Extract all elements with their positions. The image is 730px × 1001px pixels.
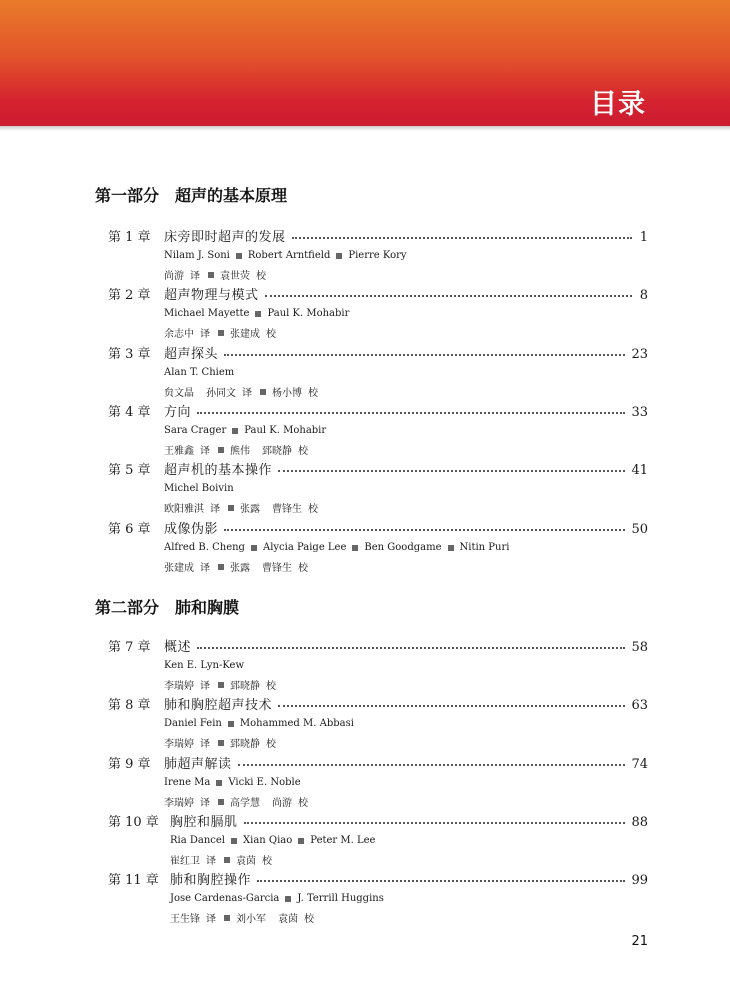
chapter-line: [108, 811, 648, 831]
translator-name: 尚游: [164, 271, 184, 282]
author-name: Robert Arntfield: [247, 250, 331, 261]
chapter-entry: [108, 343, 648, 401]
chapter-entry: [108, 226, 648, 284]
chapter-line: [108, 401, 648, 421]
authors-line: [164, 714, 648, 733]
review-label: 校: [256, 271, 266, 282]
separator-square: [218, 447, 224, 453]
credits-line: [164, 265, 648, 284]
review-label: 校: [298, 563, 308, 574]
dot-leader: [244, 816, 626, 824]
separator-square: [448, 545, 454, 551]
authors-line: [164, 479, 648, 498]
authors-line: [164, 773, 648, 792]
chapter-page: 23: [631, 347, 648, 362]
chapter-title: 方向: [164, 405, 192, 420]
separator-square: [216, 780, 222, 786]
review-label: 校: [266, 329, 276, 340]
header-shadow: [0, 126, 730, 131]
translator-name: 张建成: [164, 563, 194, 574]
separator-square: [255, 311, 261, 317]
authors-line: [164, 538, 648, 557]
author-name: J. Terrill Huggins: [297, 893, 384, 904]
separator-square: [218, 740, 224, 746]
separator-square: [236, 253, 242, 259]
chapter-entry: [108, 869, 648, 927]
translate-label: 译: [200, 329, 210, 340]
author-name: Irene Ma: [164, 777, 211, 788]
separator-square: [218, 564, 224, 570]
credits-line: [164, 675, 648, 694]
separator-square: [232, 428, 238, 434]
reviewer-name: 袁世荧: [220, 271, 250, 282]
chapter-entry: [108, 284, 648, 342]
author-name: Ria Dancel: [170, 835, 226, 846]
dot-leader: [278, 699, 625, 707]
chapter-number: 第 7 章: [108, 640, 151, 655]
dot-leader: [292, 231, 632, 239]
reviewer-name: 张露: [230, 563, 250, 574]
translator-name: 王雅鑫: [164, 446, 194, 457]
chapter-page: 8: [639, 288, 648, 303]
separator-square: [218, 682, 224, 688]
translator-name: 欧阳雅淇: [164, 504, 204, 515]
translate-label: 译: [206, 914, 216, 925]
dot-leader: [224, 348, 625, 356]
author-name: Michel Boivin: [164, 483, 234, 494]
author-name: Paul K. Mohabir: [267, 308, 350, 319]
dot-leader: [197, 406, 625, 414]
chapter-line: [108, 343, 648, 363]
separator-square: [208, 272, 214, 278]
chapter-entry: [108, 753, 648, 811]
reviewer-name: 张建成: [230, 329, 260, 340]
separator-square: [298, 838, 304, 844]
separator-square: [285, 896, 291, 902]
review-label: 校: [304, 914, 314, 925]
translate-label: 译: [206, 856, 216, 867]
author-name: Nilam J. Soni: [164, 250, 230, 261]
author-name: Alycia Paige Lee: [262, 542, 347, 553]
chapter-number: 第 9 章: [108, 757, 151, 772]
separator-square: [231, 838, 237, 844]
chapter-title: 概述: [164, 640, 192, 655]
review-label: 校: [266, 739, 276, 750]
chapter-line: [108, 459, 648, 479]
reviewer-name: 张露: [240, 504, 260, 515]
separator-square: [251, 545, 257, 551]
translate-label: 译: [200, 446, 210, 457]
dot-leader: [224, 523, 625, 531]
author-name: Alfred B. Cheng: [164, 542, 245, 553]
chapter-page: 50: [631, 522, 648, 537]
authors-line: [170, 831, 648, 850]
chapter-number: 第 3 章: [108, 347, 151, 362]
translator-name: 贠文晶: [164, 388, 194, 399]
translator-name: 李瑞婷: [164, 798, 194, 809]
translator-name: 李瑞婷: [164, 681, 194, 692]
chapter-number: 第 1 章: [108, 230, 151, 245]
dot-leader: [257, 874, 625, 882]
header-banner: [0, 0, 730, 126]
chapter-title: 成像伪影: [164, 522, 219, 537]
chapter-number: 第 11 章: [108, 873, 159, 888]
reviewer-name: 尚游: [272, 798, 292, 809]
chapter-number: 第 8 章: [108, 698, 151, 713]
chapter-title: 床旁即时超声的发展: [164, 230, 286, 245]
separator-square: [228, 721, 234, 727]
reviewer-name: 袁茵: [278, 914, 298, 925]
separator-square: [352, 545, 358, 551]
review-label: 校: [308, 504, 318, 515]
chapter-entry: [108, 636, 648, 694]
separator-square: [224, 857, 230, 863]
separator-square: [218, 330, 224, 336]
translator-name: 余志中: [164, 329, 194, 340]
translate-label: 译: [242, 388, 252, 399]
translator-name: 崔红卫: [170, 856, 200, 867]
review-label: 校: [298, 446, 308, 457]
chapter-title: 肺和胸腔操作: [170, 873, 252, 888]
author-name: Sara Crager: [164, 425, 227, 436]
reviewer-name: 刘小军: [236, 914, 266, 925]
credits-line: [170, 908, 648, 927]
review-label: 校: [298, 798, 308, 809]
part-heading: [95, 595, 239, 618]
author-name: Vicki E. Noble: [228, 777, 301, 788]
chapter-page: 58: [631, 640, 648, 655]
chapter-line: [108, 636, 648, 656]
chapter-entry: [108, 459, 648, 517]
chapter-line: [108, 869, 648, 889]
dot-leader: [197, 641, 625, 649]
chapter-page: 41: [631, 463, 648, 478]
separator-square: [228, 505, 234, 511]
credits-line: [164, 323, 648, 342]
reviewer-name: 杨小博: [272, 388, 302, 399]
chapter-page: 1: [639, 230, 648, 245]
authors-line: [164, 246, 648, 265]
translate-label: 译: [200, 681, 210, 692]
chapter-line: [108, 753, 648, 773]
dot-leader: [278, 464, 625, 472]
separator-square: [260, 389, 266, 395]
chapter-page: 33: [631, 405, 648, 420]
part-heading: [95, 183, 287, 206]
credits-line: [164, 440, 648, 459]
reviewer-name: 郅晓静: [230, 739, 260, 750]
separator-square: [336, 253, 342, 259]
chapter-title: 超声探头: [164, 347, 219, 362]
part-label: 第二部分: [95, 598, 160, 617]
chapter-entry: [108, 518, 648, 576]
credits-line: [164, 382, 648, 401]
reviewer-name: 高学慧: [230, 798, 260, 809]
chapter-title: 超声物理与模式: [164, 288, 259, 303]
chapter-title: 肺和胸腔超声技术: [164, 698, 273, 713]
chapter-line: [108, 284, 648, 304]
separator-square: [218, 799, 224, 805]
author-name: Mohammed M. Abbasi: [239, 718, 354, 729]
author-name: Nitin Puri: [459, 542, 510, 553]
page-title: 目录: [590, 89, 646, 120]
part-label: 第一部分: [95, 186, 160, 205]
authors-line: [164, 421, 648, 440]
author-name: Ben Goodgame: [364, 542, 442, 553]
credits-line: [164, 498, 648, 517]
part-title: 超声的基本原理: [175, 186, 288, 205]
part-title: 肺和胸膜: [175, 598, 240, 617]
chapter-title: 肺超声解读: [164, 757, 232, 772]
translator-name: 李瑞婷: [164, 739, 194, 750]
chapter-line: [108, 518, 648, 538]
chapter-line: [108, 694, 648, 714]
credits-line: [164, 557, 648, 576]
chapter-entry: [108, 694, 648, 752]
review-label: 校: [262, 856, 272, 867]
translate-label: 译: [200, 798, 210, 809]
dot-leader: [238, 758, 626, 766]
review-label: 校: [266, 681, 276, 692]
translate-label: 译: [190, 271, 200, 282]
translate-label: 译: [210, 504, 220, 515]
chapter-title: 胸腔和膈肌: [170, 815, 238, 830]
credits-line: [164, 792, 648, 811]
chapter-number: 第 2 章: [108, 288, 151, 303]
chapter-page: 74: [631, 757, 648, 772]
authors-line: [164, 363, 648, 382]
reviewer-name: 曹锋生: [262, 563, 292, 574]
chapter-number: 第 6 章: [108, 522, 151, 537]
chapter-number: 第 10 章: [108, 815, 159, 830]
translator-name: 王生锋: [170, 914, 200, 925]
author-name: Michael Mayette: [164, 308, 250, 319]
page-number: 21: [631, 934, 648, 949]
reviewer-name: 曹锋生: [272, 504, 302, 515]
author-name: Pierre Kory: [348, 250, 407, 261]
author-name: Jose Cardenas-Garcia: [170, 893, 280, 904]
chapter-number: 第 5 章: [108, 463, 151, 478]
chapter-number: 第 4 章: [108, 405, 151, 420]
author-name: Paul K. Mohabir: [244, 425, 327, 436]
chapter-entry: [108, 811, 648, 869]
reviewer-name: 熊伟: [230, 446, 250, 457]
chapter-title: 超声机的基本操作: [164, 463, 273, 478]
author-name: Daniel Fein: [164, 718, 222, 729]
translator-name: 孙同文: [206, 388, 236, 399]
reviewer-name: 郅晓静: [230, 681, 260, 692]
review-label: 校: [308, 388, 318, 399]
chapter-page: 99: [631, 873, 648, 888]
chapter-page: 88: [631, 815, 648, 830]
translate-label: 译: [200, 739, 210, 750]
chapter-line: [108, 226, 648, 246]
author-name: Xian Qiao: [243, 835, 293, 846]
chapter-entry: [108, 401, 648, 459]
reviewer-name: 袁茵: [236, 856, 256, 867]
authors-line: [164, 304, 648, 323]
reviewer-name: 郅晓静: [262, 446, 292, 457]
credits-line: [170, 850, 648, 869]
dot-leader: [265, 289, 632, 297]
author-name: Ken E. Lyn-Kew: [164, 660, 245, 671]
authors-line: [170, 889, 648, 908]
author-name: Alan T. Chiem: [164, 367, 235, 378]
translate-label: 译: [200, 563, 210, 574]
chapter-page: 63: [631, 698, 648, 713]
author-name: Peter M. Lee: [310, 835, 376, 846]
separator-square: [224, 915, 230, 921]
credits-line: [164, 733, 648, 752]
authors-line: [164, 656, 648, 675]
